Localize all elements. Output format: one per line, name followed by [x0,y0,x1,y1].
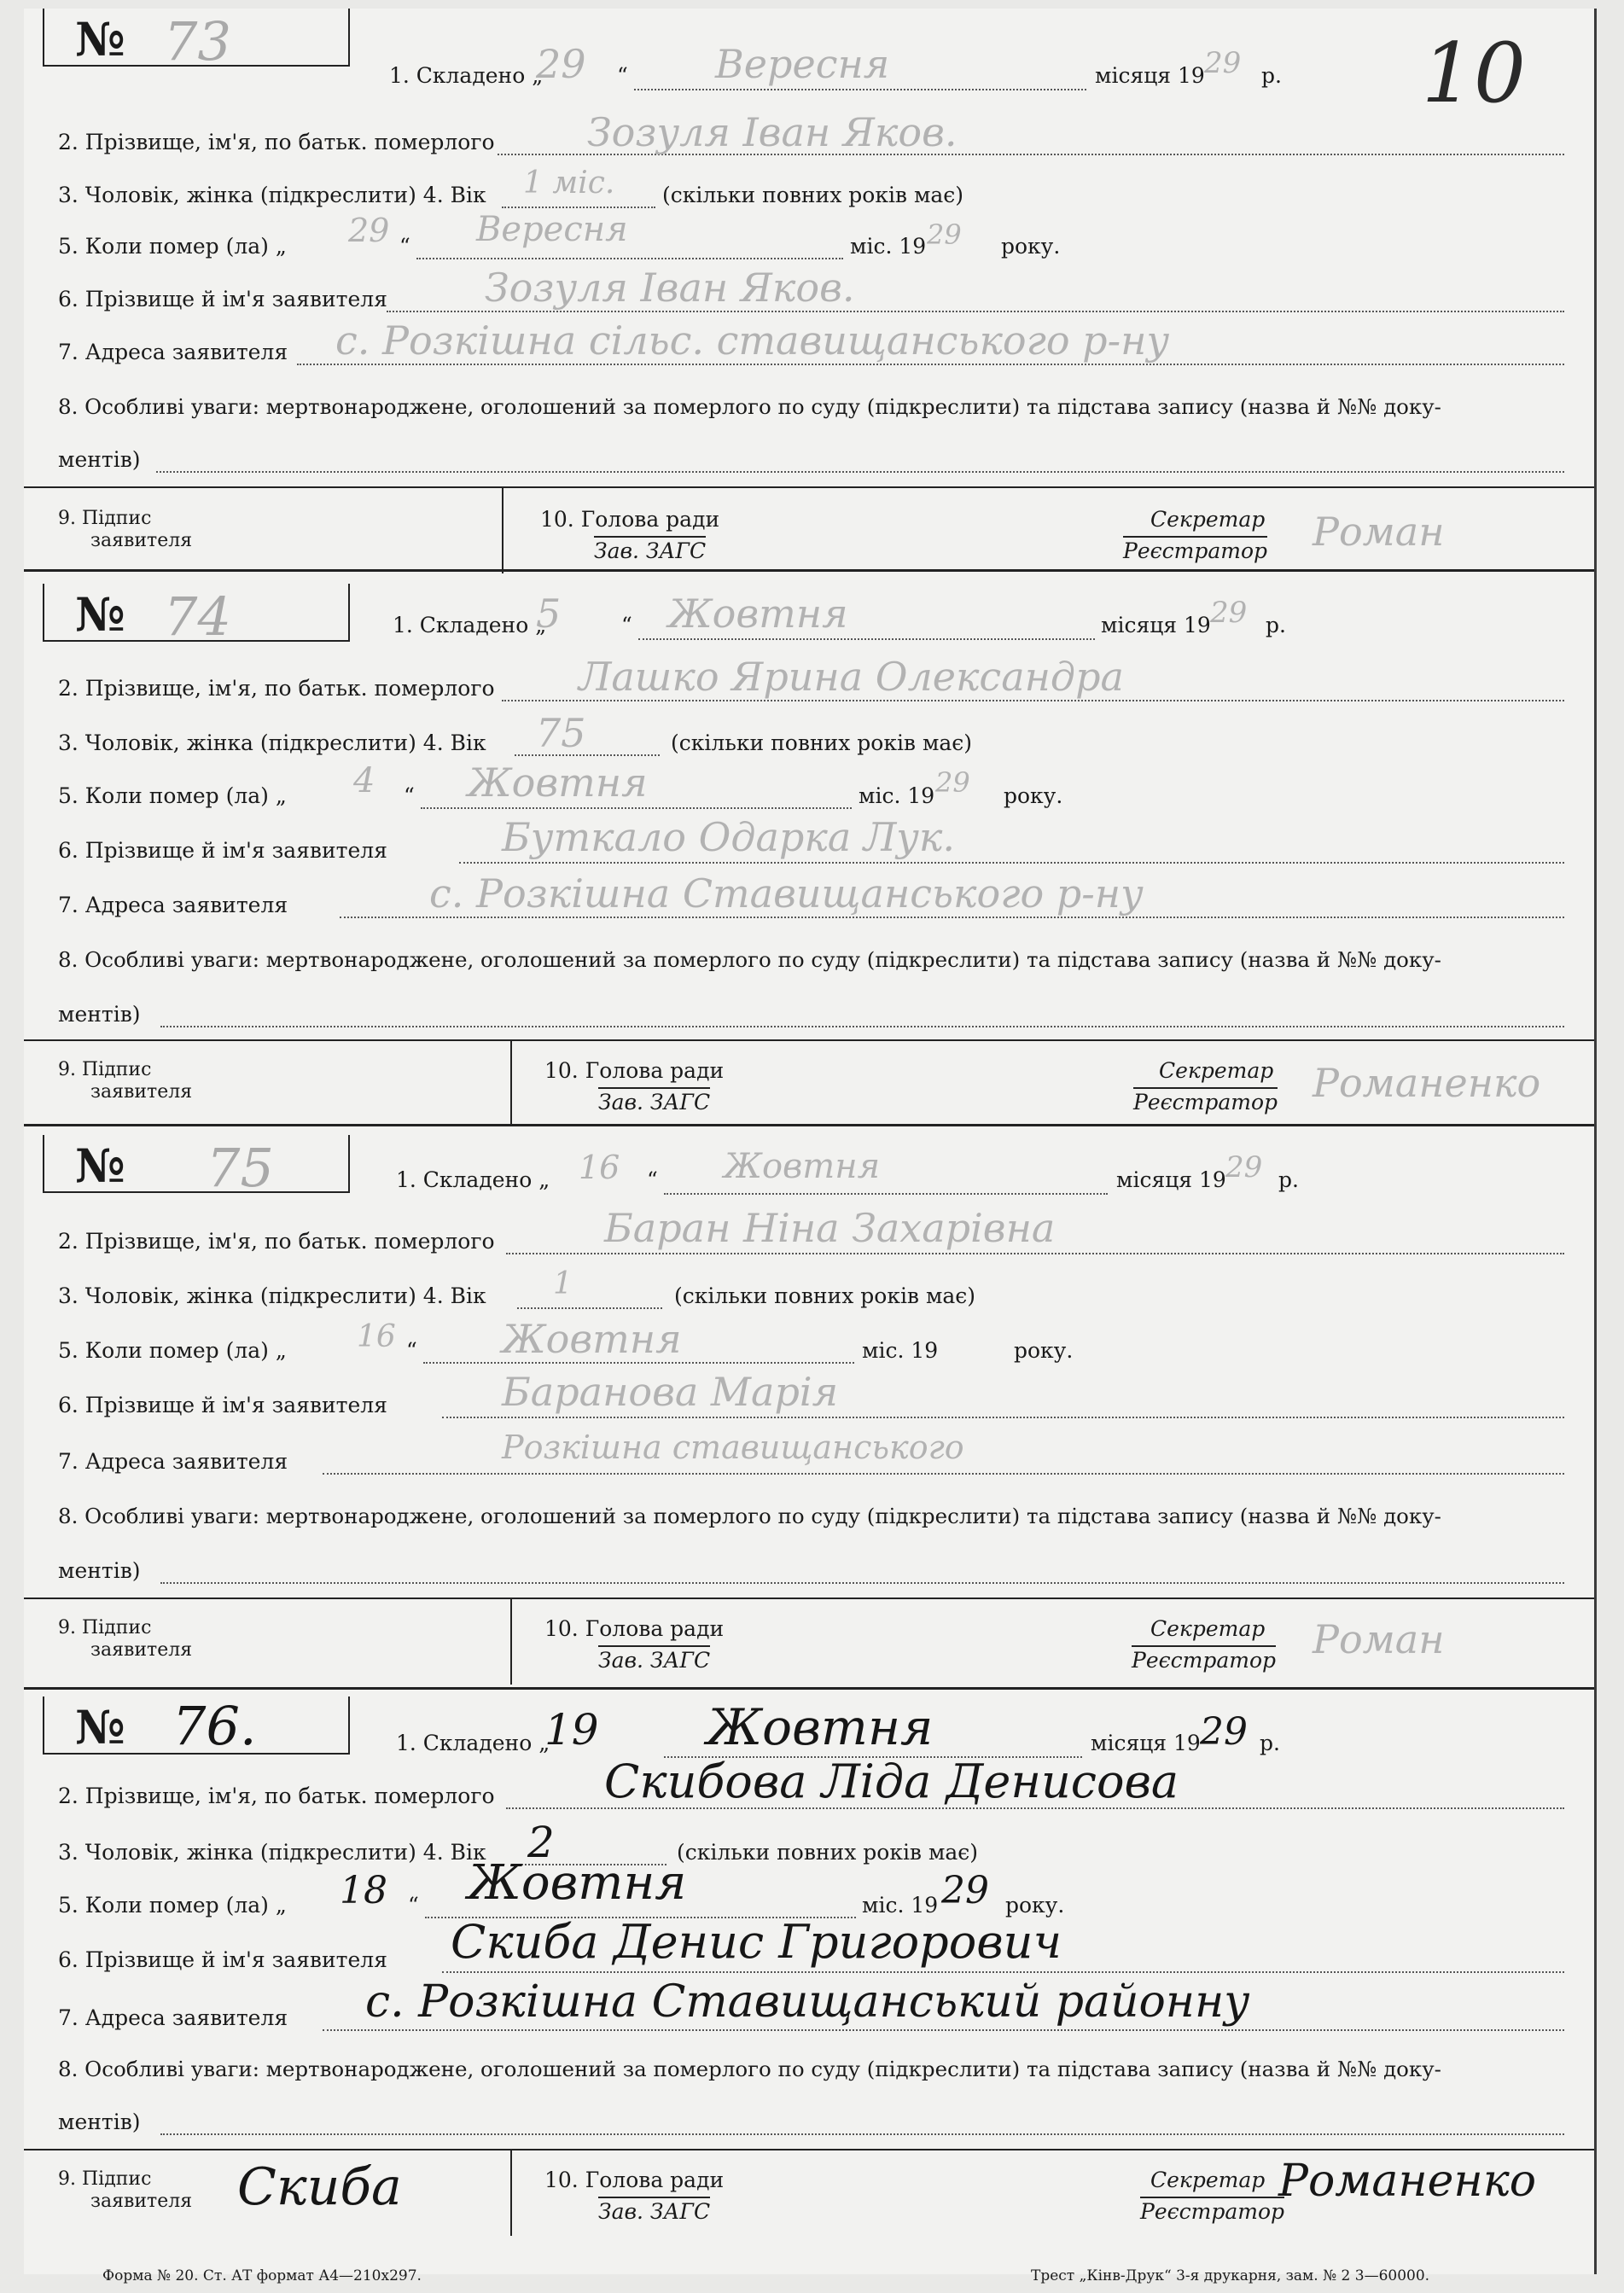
head-council-label: 10. Голова ради [540,507,720,532]
surname-deceased: Скибова Ліда Денисова [604,1755,1179,1808]
signature-row [24,1039,1594,1126]
documents-label: ментів) [58,447,141,472]
record-number: 76. [172,1695,257,1757]
composed-label: 1. Складено „ [393,613,547,637]
composed-year: 29 [1210,596,1248,630]
record-number: 75 [207,1137,274,1199]
composed-month: Вересня [715,41,890,87]
zags-label: Зав. ЗАГС [598,1645,710,1673]
secretary-label: Секретар [1150,2168,1266,2192]
surname-label: 2. Прізвище, ім'я, по батьк. померлого [58,676,495,701]
composed-month: Жовтня [668,591,848,637]
record-number: 74 [164,585,231,648]
record-number-box [43,1135,350,1199]
number-sign: № [75,12,125,67]
composed-day: 19 [544,1705,599,1755]
death-register-sheet [24,9,1597,2284]
composed-day: 5 [536,591,562,637]
form-footer-left: Форма № 20. Ст. АТ формат А4—210х297. [102,2267,422,2284]
special-notes-label: 8. Особливі уваги: мертвонароджене, оголошений за померлого по суду (підкреслити) та підстава запису (назва й №№ доку- [58,1504,1441,1528]
documents-label: ментів) [58,1002,141,1027]
registrar-label: Реєстратор [1140,2197,1284,2224]
declarant-name: Зозуля Іван Яков. [485,265,855,311]
registrar-label: Реєстратор [1123,536,1267,563]
declarant-name: Баранова Марія [502,1369,839,1415]
gender-age-label: 3. Чоловік, жінка (підкреслити) 4. Вік [58,183,486,207]
gender-age-label: 3. Чоловік, жінка (підкреслити) 4. Вік [58,1283,486,1308]
declarant-label: 6. Прізвище й ім'я заявителя [58,1393,387,1417]
age-value: 1 [553,1266,573,1301]
declarant-label: 6. Прізвище й ім'я заявителя [58,287,387,311]
death-month: Вересня [476,210,628,249]
death-day: 4 [353,761,375,800]
death-day: 18 [340,1869,387,1912]
number-sign: № [75,1700,125,1755]
record-75: № 75 1. Складено „ 16 “ Жовтня місяця 19 29 р. 2. Прізвище, ім'я, по батьк. померлого Баран Ніна Захарівна 3. Чоловік, жінка (підкреслити) 4. Вік 1 (скільки повних років має) 5. Коли помер (ла) „ 16 “ Жовтня міс. 19 року. 6. Прізвище й ім'я заявителя Баранова Марія 7. Адреса заявителя Розкішна ставищанського 8. Особливі уваги: мертвонароджене, оголошений за померлого по суду (підкреслити) та підстава запису (назва й №№ доку- ментів) 9. Підпис заявителя 10. Голова ради Зав. ЗАГС Секретар Реєстратор Роман [24,1126,1594,1690]
signature-label: 9. Підпис [58,508,152,529]
death-day: 29 [348,212,390,249]
address-label: 7. Адреса заявителя [58,2005,288,2030]
special-notes-label: 8. Особливі уваги: мертвонароджене, оголошений за померлого по суду (підкреслити) та підстава запису (назва й №№ доку- [58,394,1441,419]
zags-label: Зав. ЗАГС [594,536,706,563]
composed-label: 1. Складено „ [389,63,544,88]
documents-label: ментів) [58,2110,141,2134]
special-notes-label: 8. Особливі уваги: мертвонароджене, оголошений за померлого по суду (підкреслити) та підстава запису (назва й №№ доку- [58,947,1441,972]
declarant-sub-label: заявителя [90,1639,193,1661]
surname-deceased: Зозуля Іван Яков. [587,109,958,155]
died-label: 5. Коли помер (ла) „ [58,234,287,259]
composed-year: 29 [1204,46,1242,80]
record-number: 73 [164,10,231,73]
signature-row [24,1598,1594,1685]
age-value: 1 міс. [523,166,615,201]
died-label: 5. Коли помер (ла) „ [58,783,287,808]
declarant-label: 6. Прізвище й ім'я заявителя [58,838,387,863]
record-number-box [43,9,350,73]
death-month: Жовтня [502,1316,682,1362]
age-value: 2 [527,1818,555,1867]
death-month: Жовтня [468,1855,687,1911]
address-label: 7. Адреса заявителя [58,1449,288,1474]
composed-month: Жовтня [707,1698,934,1756]
declarant-address: с. Розкішна Ставищанський районну [365,1976,1250,2028]
composed-day: 16 [579,1149,620,1186]
death-year: 29 [927,218,962,251]
declarant-name: Скиба Денис Григорович [451,1915,1062,1969]
secretary-label: Секретар [1150,507,1266,532]
composed-year: 29 [1200,1710,1248,1754]
composed-month: Жовтня [724,1147,881,1186]
signature-label: 9. Підпис [58,1059,152,1080]
zags-label: Зав. ЗАГС [598,1087,710,1114]
surname-label: 2. Прізвище, ім'я, по батьк. померлого [58,1784,495,1808]
surname-label: 2. Прізвище, ім'я, по батьк. померлого [58,130,495,154]
address-label: 7. Адреса заявителя [58,893,288,917]
declarant-address: Розкішна ставищанського [502,1429,964,1466]
record-number-box [43,1696,350,1755]
zags-label: Зав. ЗАГС [598,2197,710,2224]
address-label: 7. Адреса заявителя [58,340,288,364]
surname-label: 2. Прізвище, ім'я, по батьк. померлого [58,1229,495,1254]
registrar-signature: Романенко [1278,2156,1537,2207]
died-label: 5. Коли помер (ла) „ [58,1893,287,1918]
composed-label: 1. Складено „ [396,1167,550,1192]
number-sign: № [75,1138,125,1193]
died-label: 5. Коли помер (ла) „ [58,1338,287,1363]
gender-age-label: 3. Чоловік, жінка (підкреслити) 4. Вік [58,730,486,755]
death-year: 29 [941,1869,989,1912]
record-74: № 74 1. Складено „ 5 “ Жовтня місяця 19 29 р. 2. Прізвище, ім'я, по батьк. померлого Лашко Ярина Олександра 3. Чоловік, жінка (підкреслити) 4. Вік 75 (скільки повних років має) 5. Коли помер (ла) „ 4 “ Жовтня міс. 19 29 року. 6. Прізвище й ім'я заявителя Буткало Одарка Лук. 7. Адреса заявителя с. Розкішна Ставищанського р-ну 8. Особливі уваги: мертвонароджене, оголошений за померлого по суду (підкреслити) та підстава запису (назва й №№ доку- ментів) 9. Підпис заявителя 10. Голова ради Зав. ЗАГС Секретар Реєстратор Романенко [24,572,1594,1126]
month-year-label: місяця 19 [1095,63,1205,88]
number-sign: № [75,587,125,642]
surname-deceased: Баран Ніна Захарівна [604,1205,1056,1251]
registrar-signature: Роман [1313,509,1445,555]
special-notes-label: 8. Особливі уваги: мертвонароджене, оголошений за померлого по суду (підкреслити) та підстава запису (назва й №№ доку- [58,2057,1441,2081]
gender-age-label: 3. Чоловік, жінка (підкреслити) 4. Вік [58,1840,486,1865]
surname-deceased: Лашко Ярина Олександра [579,654,1124,700]
declarant-sub-label: заявителя [90,530,193,551]
composed-year: 29 [1225,1150,1263,1184]
composed-quote: “ [617,63,628,88]
declarant-label: 6. Прізвище й ім'я заявителя [58,1947,387,1972]
death-month: Жовтня [468,759,648,806]
age-value: 75 [536,710,586,756]
registrar-signature: Романенко [1313,1060,1541,1106]
age-note: (скільки повних років має) [662,183,964,207]
r-label: р. [1261,63,1282,88]
form-footer-right: Трест „Кінв-Друк“ 3-я друкарня, зам. № 2 3—60000. [1031,2267,1430,2284]
declarant-address: с. Розкішна сільс. ставищанського р-ну [335,317,1170,364]
composed-day: 29 [536,41,586,87]
secretary-label: Секретар [1159,1058,1274,1083]
record-76: № 76. 1. Складено „ 19 Жовтня місяця 19 29 р. 2. Прізвище, ім'я, по батьк. померлого Скибова Ліда Денисова 3. Чоловік, жінка (підкреслити) 4. Вік 2 (скільки повних років має) 5. Коли помер (ла) „ 18 “ Жовтня міс. 19 29 року. 6. Прізвище й ім'я заявителя Скиба Денис Григорович 7. Адреса заявителя с. Розкішна Ставищанський районну 8. Особливі уваги: мертвонароджене, оголошений за померлого по суду (підкреслити) та підстава запису (назва й №№ доку- ментів) 9. Підпис заявителя Скиба 10. Голова ради Зав. ЗАГС Секретар Реєстратор Романенко [24,1690,1594,2261]
signature-label: 9. Підпис [58,2168,152,2190]
composed-label: 1. Складено „ [396,1731,550,1755]
signature-row [24,486,1594,573]
page-number-handwritten: 10 [1421,26,1526,121]
death-day: 16 [357,1319,396,1354]
declarant-sub-label: заявителя [90,2191,193,2212]
documents-label: ментів) [58,1558,141,1583]
registrar-label: Реєстратор [1133,1087,1278,1114]
death-year: 29 [935,766,970,799]
secretary-label: Секретар [1150,1616,1266,1641]
head-council-label: 10. Голова ради [544,2168,725,2192]
declarant-sub-label: заявителя [90,1081,193,1103]
declarant-name: Буткало Одарка Лук. [502,814,956,860]
signature-label: 9. Підпис [58,1617,152,1638]
signature-row [24,2149,1594,2236]
declarant-address: с. Розкішна Ставищанського р-ну [429,870,1144,917]
declarant-signature: Скиба [237,2157,402,2217]
registrar-signature: Роман [1313,1616,1445,1662]
record-number-box [43,584,350,648]
registrar-label: Реєстратор [1132,1645,1276,1673]
record-73: № 73 1. Складено „ 29 “ Вересня місяця 19 29 р. 2. Прізвище, ім'я, по батьк. померлого Зозуля Іван Яков. 3. Чоловік, жінка (підкреслити) 4. Вік 1 міс. (скільки повних років має) 5. Коли помер (ла) „ 29 “ Вересня міс. 19 29 року. 6. Прізвище й ім'я заявителя Зозуля Іван Яков. 7. Адреса заявителя с. Розкішна сільс. ставищанського р-ну 8. Особливі уваги: мертвонароджене, оголошений за померлого по суду (підкреслити) та підстава запису (назва й №№ доку- ментів) 9. Підпис заявителя 10. Голова ради Зав. ЗАГС Секретар Реєстратор Роман [24,9,1594,572]
head-council-label: 10. Голова ради [544,1058,725,1083]
head-council-label: 10. Голова ради [544,1616,725,1641]
